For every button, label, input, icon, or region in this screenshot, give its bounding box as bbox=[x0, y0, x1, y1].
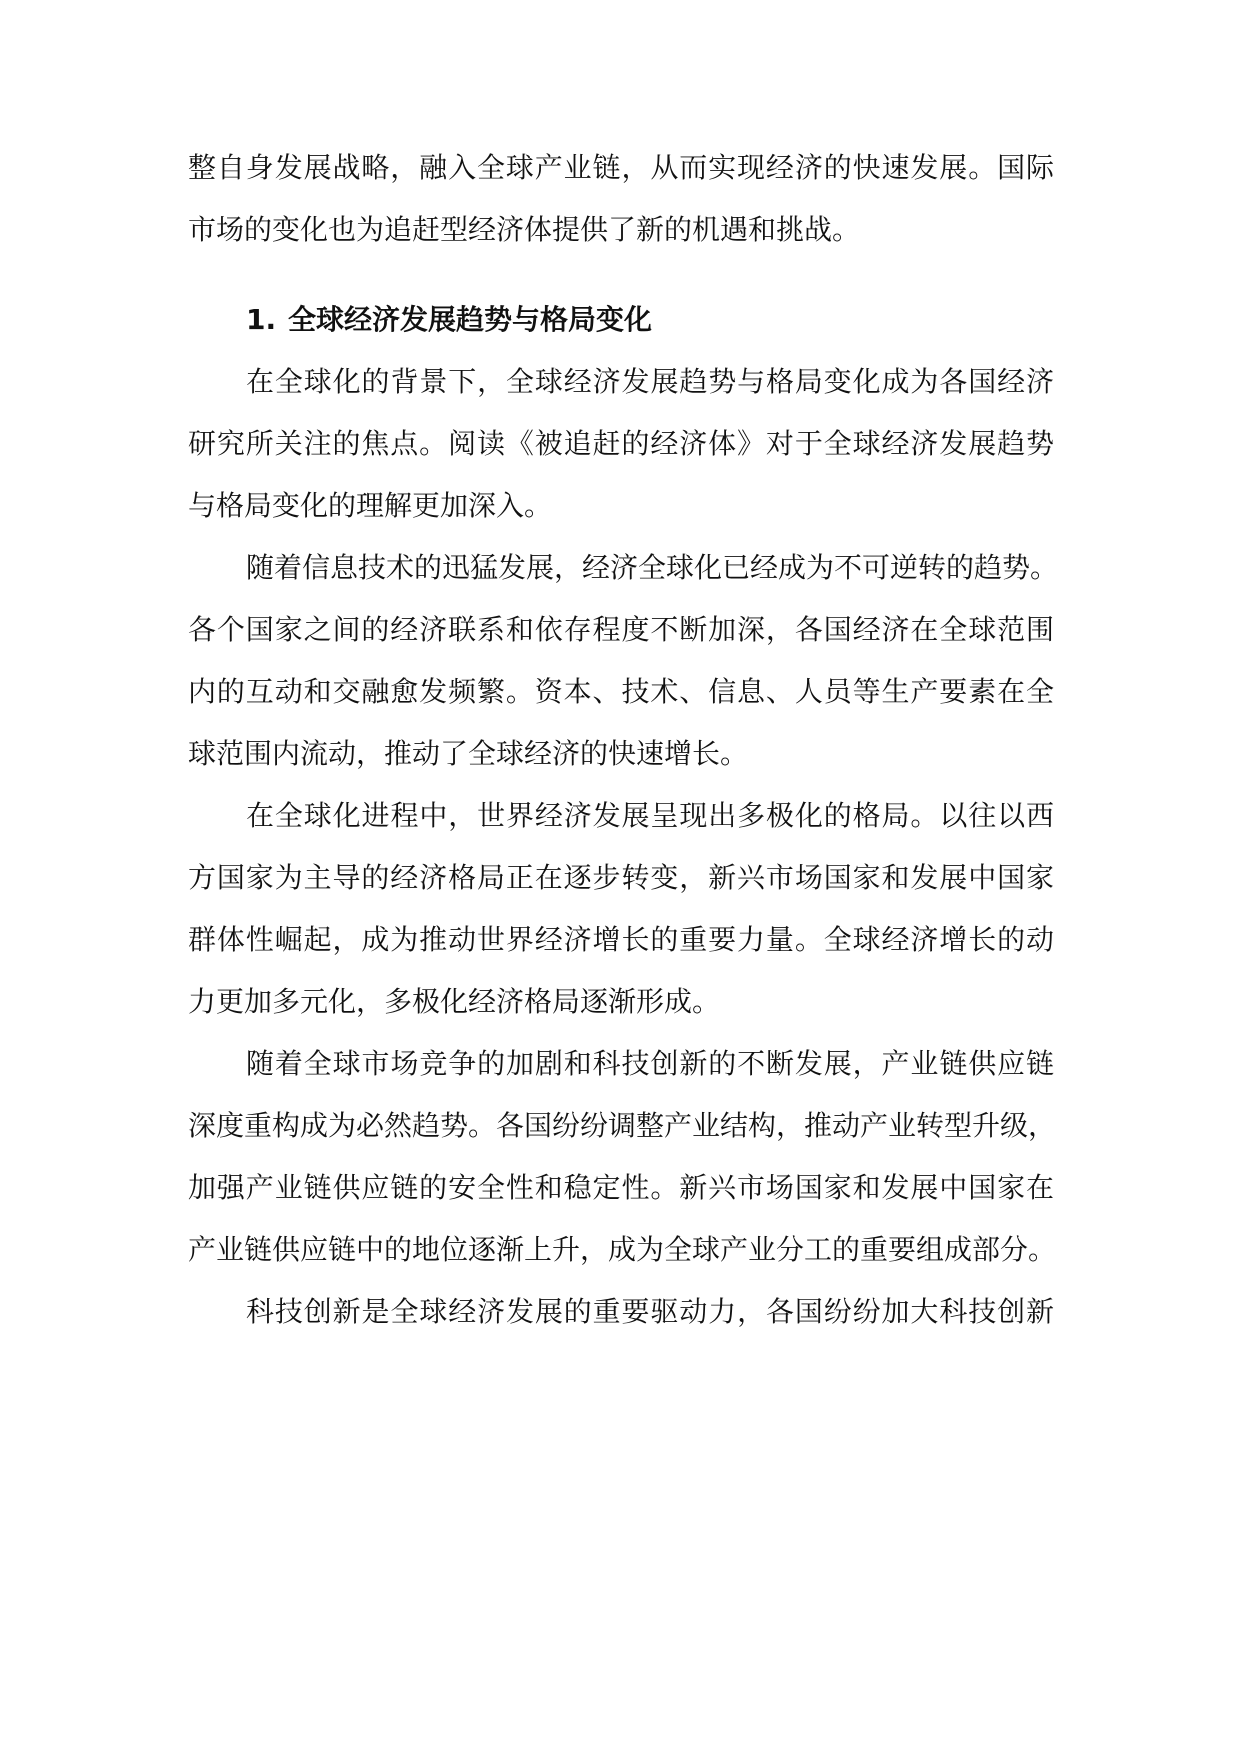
paragraph-5-line-1: 科技创新是全球经济发展的重要驱动力，各国纷纷加大科技创新 bbox=[246, 1295, 1054, 1328]
document-body bbox=[188, 148, 1059, 1354]
paragraph-2-line-4: 球范围内流动，推动了全球经济的快速增长。 bbox=[188, 737, 749, 770]
paragraph-2-line-2: 各个国家之间的经济联系和依存程度不断加深，各国经济在全球范围 bbox=[188, 613, 1054, 646]
paragraph-4-line-1: 随着全球市场竞争的加剧和科技创新的不断发展，产业链供应链 bbox=[246, 1047, 1054, 1080]
section-gap bbox=[188, 272, 1054, 300]
section-title: 全球经济发展趋势与格局变化 bbox=[288, 303, 653, 336]
intro-line-2: 市场的变化也为追赶型经济体提供了新的机遇和挑战。 bbox=[188, 213, 861, 246]
paragraph-4-line-3: 加强产业链供应链的安全性和稳定性。新兴市场国家和发展中国家在 bbox=[188, 1171, 1054, 1204]
paragraph-2-line-1: 随着信息技术的迅猛发展，经济全球化已经成为不可逆转的趋势。 bbox=[246, 551, 1059, 584]
section-heading bbox=[188, 300, 1054, 362]
paragraph-3-line-2: 方国家为主导的经济格局正在逐步转变，新兴市场国家和发展中国家 bbox=[188, 861, 1054, 894]
paragraph-3-line-4: 力更加多元化，多极化经济格局逐渐形成。 bbox=[188, 985, 721, 1018]
section-number: 1. bbox=[246, 303, 277, 336]
paragraph-3-line-3: 群体性崛起，成为推动世界经济增长的重要力量。全球经济增长的动 bbox=[188, 923, 1054, 956]
paragraph-3-line-1: 在全球化进程中，世界经济发展呈现出多极化的格局。以往以西 bbox=[246, 799, 1054, 832]
paragraph-4-line-2: 深度重构成为必然趋势。各国纷纷调整产业结构，推动产业转型升级， bbox=[188, 1109, 1057, 1142]
intro-line-1: 整自身发展战略，融入全球产业链，从而实现经济的快速发展。国际 bbox=[188, 151, 1054, 184]
paragraph-1-line-3: 与格局变化的理解更加深入。 bbox=[188, 489, 553, 522]
paragraph-2-line-3: 内的互动和交融愈发频繁。资本、技术、信息、人员等生产要素在全 bbox=[188, 675, 1054, 708]
paragraph-1-line-1: 在全球化的背景下，全球经济发展趋势与格局变化成为各国经济 bbox=[246, 365, 1054, 398]
paragraph-1-line-2: 研究所关注的焦点。阅读《被追赶的经济体》对于全球经济发展趋势 bbox=[188, 427, 1054, 460]
paragraph-4-line-4: 产业链供应链中的地位逐渐上升，成为全球产业分工的重要组成部分。 bbox=[188, 1233, 1057, 1266]
